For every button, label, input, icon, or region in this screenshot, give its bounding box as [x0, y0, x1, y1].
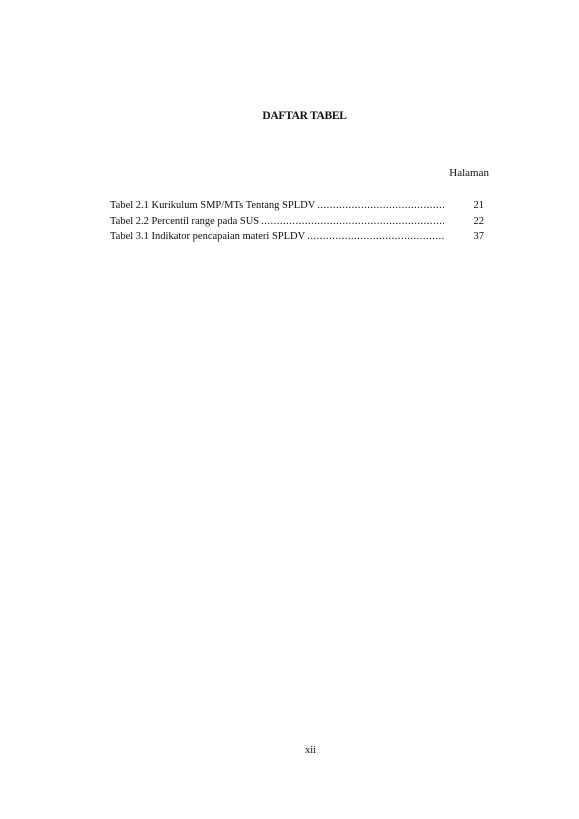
dot-leader — [261, 214, 444, 230]
list-item — [110, 229, 484, 245]
page-number: xii — [304, 745, 317, 756]
entry-page: 21 — [473, 200, 484, 211]
entry-page: 22 — [473, 215, 484, 227]
entry-label: Tabel 2.2 Percentil range pada SUS — [110, 215, 260, 227]
list-item — [110, 214, 484, 230]
table-list — [110, 198, 484, 245]
entry-label: Tabel 3.1 Indikator pencapaian materi SPLDV — [110, 231, 306, 242]
entry-label: Tabel 2.1 Kurikulum SMP/MTs Tentang SPLDV — [110, 200, 316, 211]
dot-leader — [317, 198, 444, 214]
page-column-header: Halaman — [449, 167, 489, 179]
page-title: DAFTAR TABEL — [262, 110, 347, 122]
dot-leader — [307, 229, 444, 245]
list-item — [110, 198, 484, 214]
entry-page: 37 — [473, 231, 484, 242]
